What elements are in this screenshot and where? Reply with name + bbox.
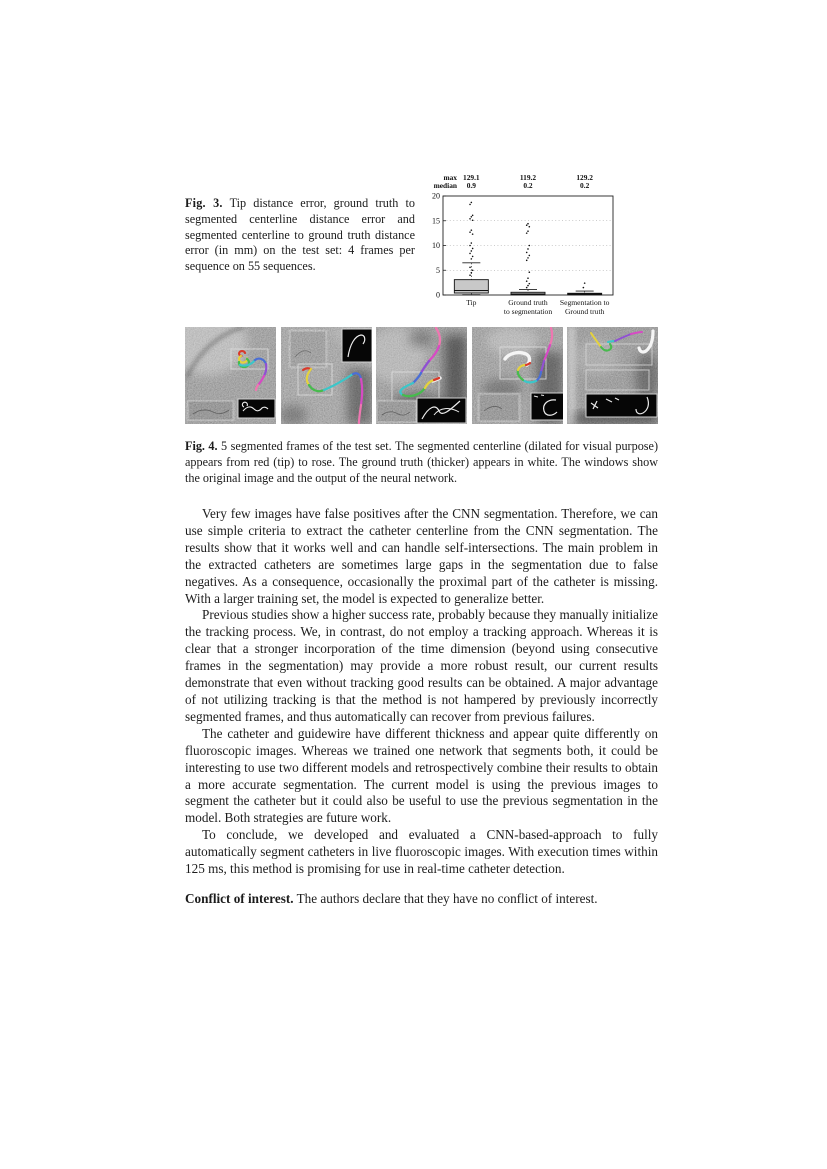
svg-text:Segmentation to: Segmentation to (559, 298, 610, 307)
svg-text:median: median (433, 181, 457, 190)
svg-text:to segmentation: to segmentation (503, 307, 553, 316)
conflict-text: The authors declare that they have no conflict of interest. (296, 890, 598, 906)
fluoroscopy-frame-3 (376, 327, 467, 424)
figure4-label: Fig. 4. (185, 439, 218, 453)
fluoroscopy-frame-1 (185, 327, 276, 424)
boxplot-svg (426, 170, 656, 322)
svg-text:20: 20 (432, 191, 440, 201)
svg-text:15: 15 (432, 216, 440, 226)
conflict-of-interest (185, 891, 658, 908)
svg-text:Ground truth: Ground truth (508, 298, 548, 307)
figure4-caption-text: 5 segmented frames of the test set. The segmented centerline (dilated for visual purpose) appears from red (tip) to rose. The ground truth (thicker) appears in white. The windows show the original image and the output of the neural network. (185, 439, 659, 486)
svg-text:5: 5 (436, 265, 440, 275)
paragraph-4: To conclude, we developed and evaluated a CNN-based-approach to fully automatically segment catheters in live fluoroscopic images. With execution times within 125 ms, this method is promising for use in real-time catheter detection. (185, 827, 658, 877)
inset-network-output (531, 393, 563, 420)
inset-original (188, 401, 233, 420)
fluoroscopy-frame-2 (281, 327, 372, 424)
figure3-caption-text: Tip distance error, ground truth to segmented centerline distance error and segmented centerline to ground truth distance error (in mm) on the test set: 4 frames per sequence on 55 sequences. (185, 196, 415, 274)
fluoroscopy-frame-5 (567, 327, 658, 424)
svg-text:Tip: Tip (466, 298, 477, 307)
svg-text:129.1: 129.1 (463, 173, 480, 182)
figure3-caption (185, 196, 415, 275)
svg-text:max: max (443, 173, 457, 182)
svg-text:0.2: 0.2 (580, 181, 590, 190)
figure3-label: Fig. 3. (185, 196, 223, 210)
inset-original (377, 401, 416, 422)
body-text-column (185, 506, 658, 908)
svg-text:129.2: 129.2 (576, 173, 593, 182)
svg-text:10: 10 (432, 241, 440, 251)
svg-text:0.9: 0.9 (466, 181, 476, 190)
paragraph-1: Very few images have false positives after the CNN segmentation. Therefore, we can use simple criteria to extract the catheter centerline from the CNN segmentation. The results show that it works well and can handle self-intersections. The main problem in the extracted catheters are sometimes large gaps in the segmentation due to false negatives. As a consequence, occasionally the proximal part of the catheter is missing. With a larger training set, the model is expected to generalize better. (185, 506, 658, 606)
figure4-caption (185, 438, 658, 487)
svg-text:0.2: 0.2 (523, 181, 533, 190)
conflict-label: Conflict of interest. (185, 890, 294, 906)
figure3-boxplot-chart (426, 170, 656, 322)
paragraph-3: The catheter and guidewire have different thickness and appear quite differently on fluoroscopic images. Whereas we trained one network that segments both, it could be interesting to use two different models and retrospectively combine their results to obtain a more accurate segmentation. The current model is using the previous images to segment the catheter but it could also be useful to use the previous segmentation in the model. Both strategies are future work. (185, 725, 658, 826)
svg-text:119.2: 119.2 (519, 173, 537, 182)
inset-network-output (417, 398, 466, 423)
figure4-frame-strip (185, 327, 659, 424)
inset-network-output (238, 399, 275, 418)
svg-text:Ground truth: Ground truth (564, 307, 605, 316)
inset-network-output (586, 394, 657, 417)
inset-original (290, 331, 326, 367)
fluoroscopy-frame-4 (472, 327, 563, 424)
paragraph-2: Previous studies show a higher success rate, probably because they manually initialize the tracking process. We, in contrast, do not employ a tracking approach. Whereas it is clear that a stronger incorporation of the time dimension (beyond using consecutive frames in the segmentation) may provide a more robust result, our current results demonstrate that even without tracking good results can be obtained. A major advantage of not utilizing tracking is that the method is not hampered by previously incorrectly segmented frames, and thus automatically can recover from previous failures. (185, 607, 658, 724)
inset-original (479, 394, 519, 421)
svg-text:0: 0 (436, 290, 440, 300)
inset-network-output (342, 329, 372, 362)
